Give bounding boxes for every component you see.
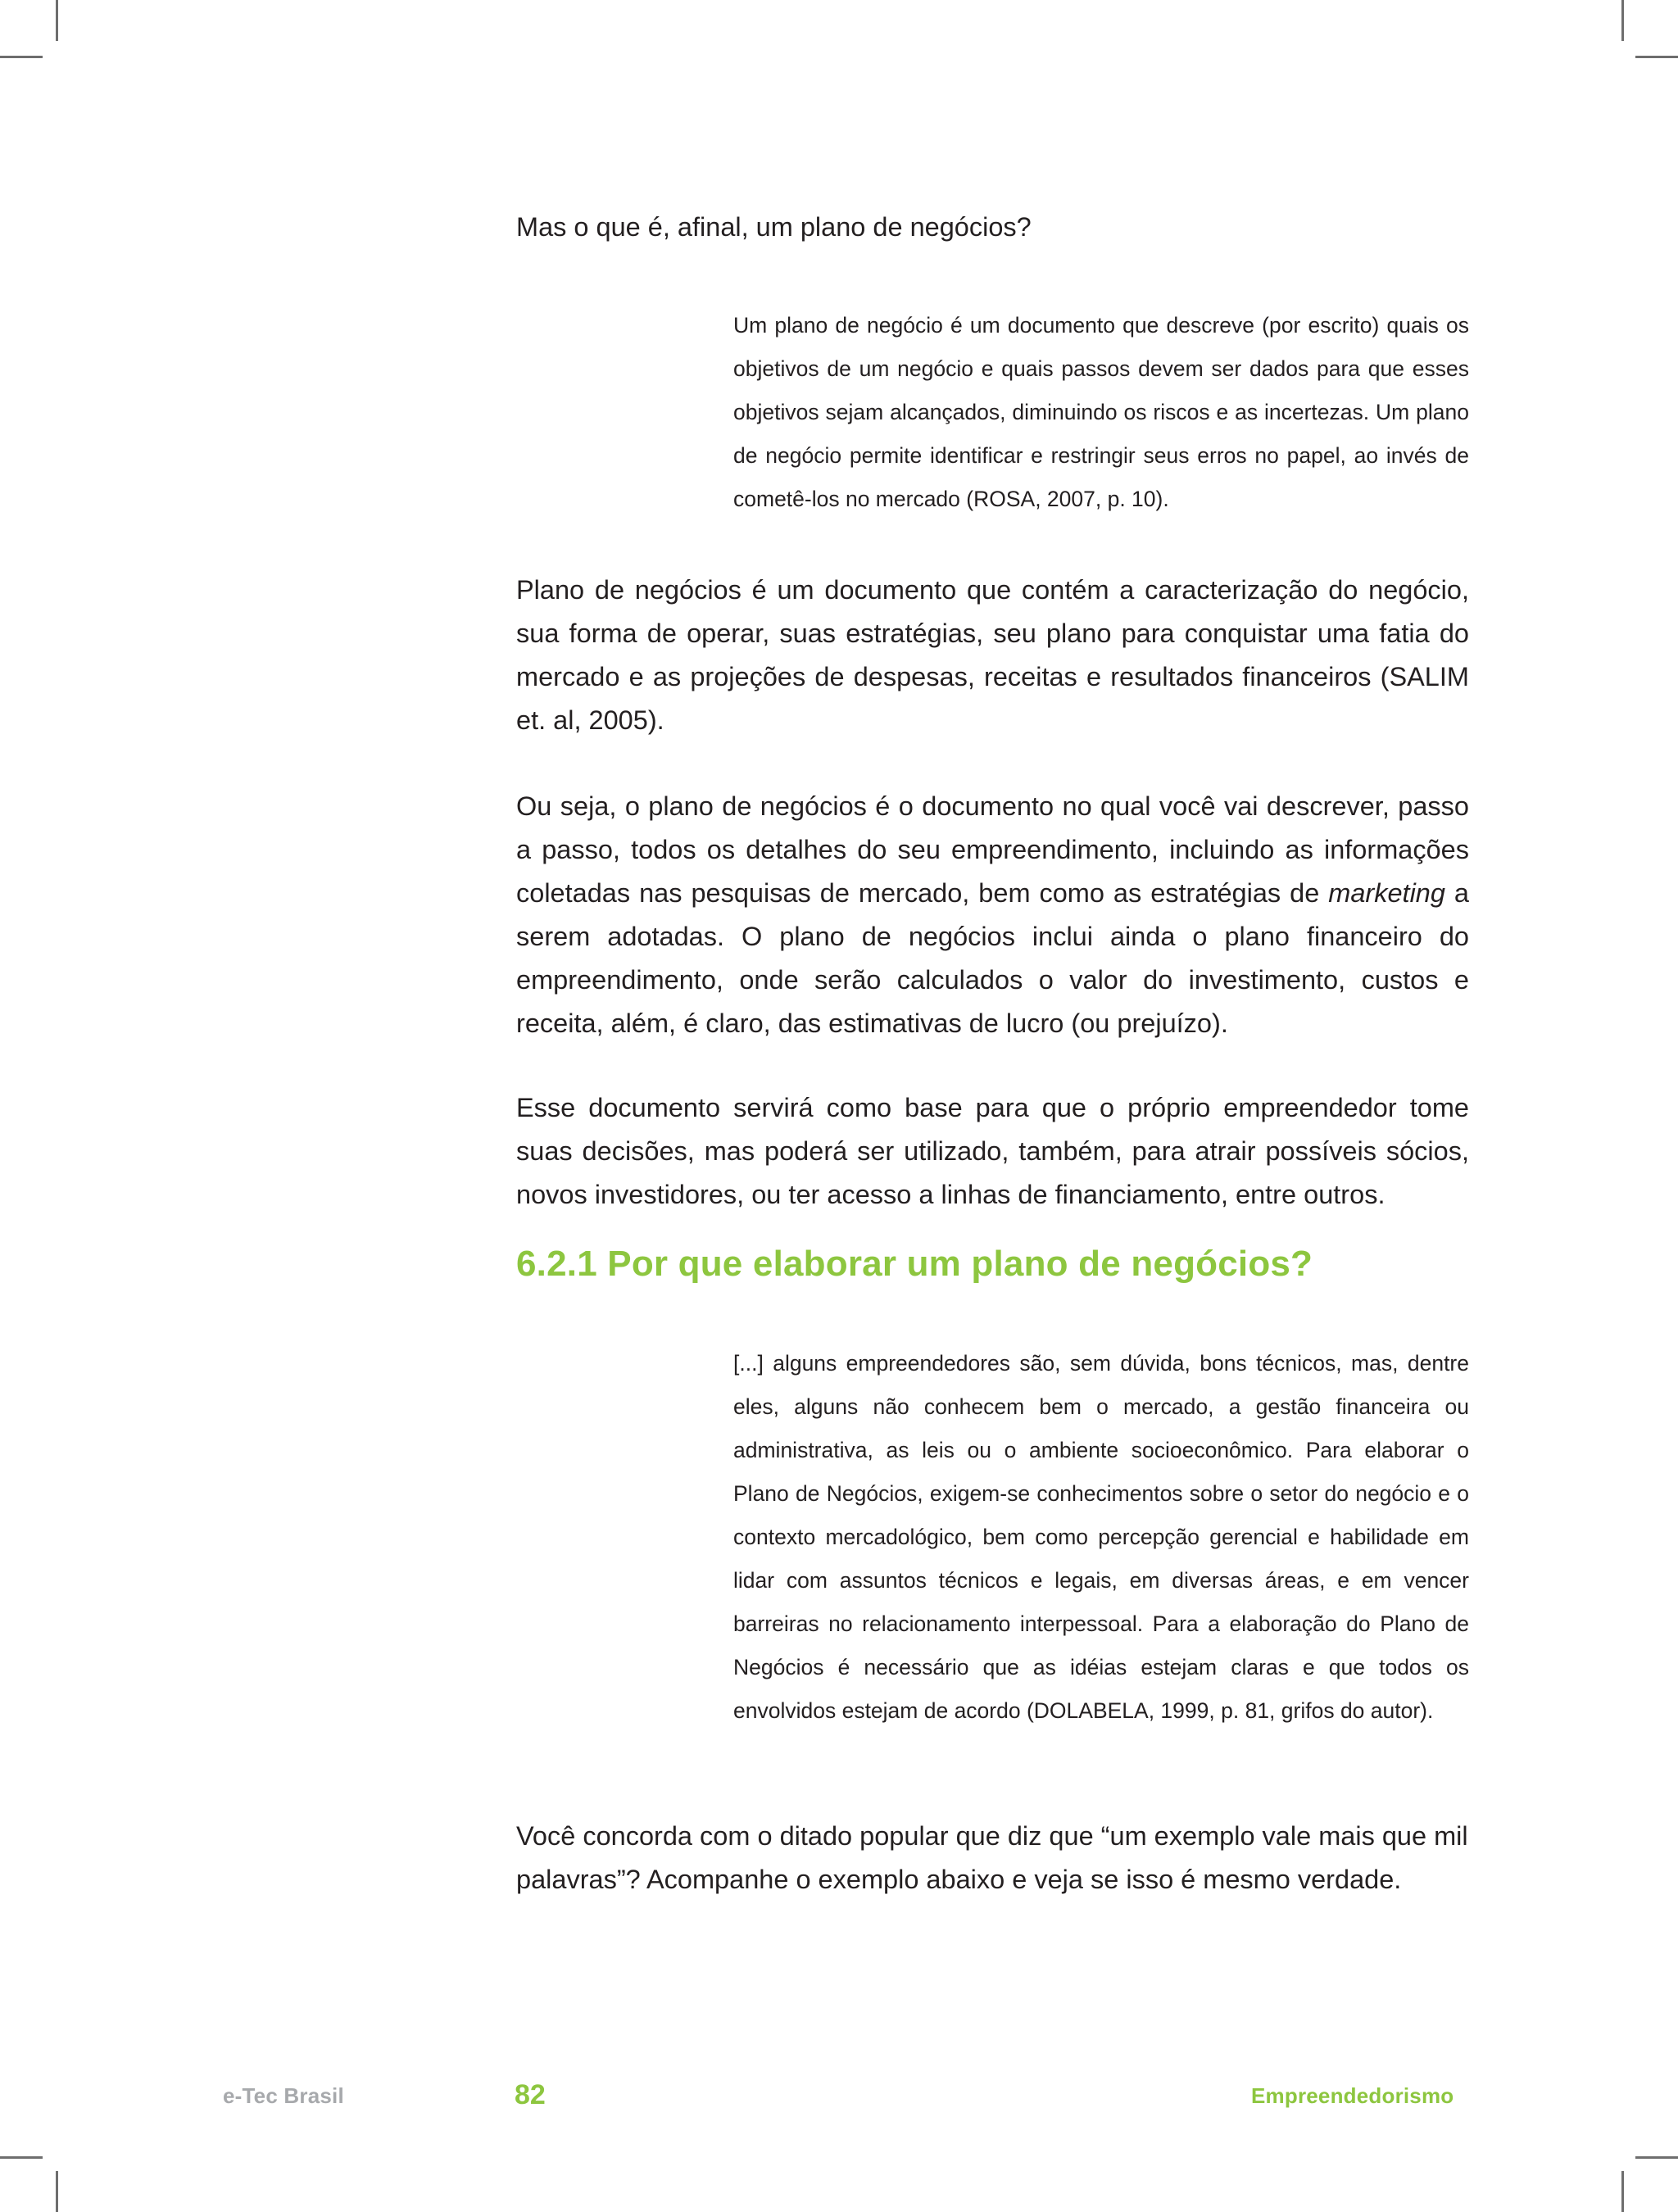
footer-brand-label: e-Tec Brasil	[223, 2083, 344, 2108]
crop-mark-bottom-right-horizontal	[1635, 2156, 1678, 2159]
paragraph-definition-salim: Plano de negócios é um documento que contém a caracterização do negócio, sua forma de operar, suas estratégias, seu plano para conquistar uma fatia do mercado e as projeções de despesas, receitas e resultados financeiros (SALIM et. al, 2005).	[516, 575, 1469, 735]
crop-mark-top-right-vertical	[1621, 0, 1624, 41]
page-footer	[0, 2079, 1678, 2133]
crop-mark-bottom-left-vertical	[56, 2171, 58, 2212]
section-heading-6-2-1: 6.2.1 Por que elaborar um plano de negócios?	[516, 1244, 1313, 1284]
lead-question: Mas o que é, afinal, um plano de negócios?	[516, 212, 1032, 242]
paragraph-descricao-plano	[516, 785, 1469, 1045]
blockquote-rosa: Um plano de negócio é um documento que descreve (por escrito) quais os objetivos de um negócio e quais passos devem ser dados para que esses objetivos sejam alcançados, diminuindo os riscos e as incertezas. Um plano de negócio permite identificar e restringir seus erros no papel, ao invés de cometê-los no mercado (ROSA, 2007, p. 10).	[733, 313, 1469, 511]
italic-marketing: marketing	[1328, 878, 1445, 908]
paragraph-uso-documento: Esse documento servirá como base para que o próprio empreendedor tome suas decisões, mas poderá ser utilizado, também, para atrair possíveis sócios, novos investidores, ou ter acesso a linhas de financiamento, entre outros.	[516, 1093, 1469, 1209]
crop-mark-bottom-left-horizontal	[0, 2156, 43, 2159]
crop-mark-top-left-horizontal	[0, 56, 43, 58]
crop-mark-top-right-horizontal	[1635, 56, 1678, 58]
crop-mark-bottom-right-vertical	[1621, 2171, 1624, 2212]
paragraph-descricao-plano-part2: a serem adotadas. O plano de negócios inclui ainda o plano financeiro do empreendimento, onde serão calculados o valor do investimento, custos e receita, além, é claro, das estimativas de lucro (ou prejuízo).	[516, 878, 1470, 1038]
paragraph-ditado-popular: Você concorda com o ditado popular que diz que “um exemplo vale mais que mil palavras”? Acompanhe o exemplo abaixo e veja se isso é mesmo verdade.	[516, 1821, 1468, 1894]
blockquote-dolabela: [...] alguns empreendedores são, sem dúvida, bons técnicos, mas, dentre eles, alguns não conhecem bem o mercado, a gestão financeira ou administrativa, as leis ou o ambiente socioeconômico. Para elaborar o Plano de Negócios, exigem-se conhecimentos sobre o setor do negócio e o contexto mercadológico, bem como percepção gerencial e habilidade em lidar com assuntos técnicos e legais, em diversas áreas, e em vencer barreiras no relacionamento interpessoal. Para a elaboração do Plano de Negócios é necessário que as idéias estejam claras e que todos os envolvidos estejam de acordo (DOLABELA, 1999, p. 81, grifos do autor).	[733, 1351, 1469, 1723]
paragraph-descricao-plano-part1: Ou seja, o plano de negócios é o documento no qual você vai descrever, passo a passo, todos os detalhes do seu empreendimento, incluindo as informações coletadas nas pesquisas de mercado, bem como as estratégias de	[516, 791, 1469, 908]
crop-mark-top-left-vertical	[56, 0, 58, 41]
footer-course-title: Empreendedorismo	[1251, 2083, 1454, 2108]
footer-page-number: 82	[515, 2079, 546, 2110]
